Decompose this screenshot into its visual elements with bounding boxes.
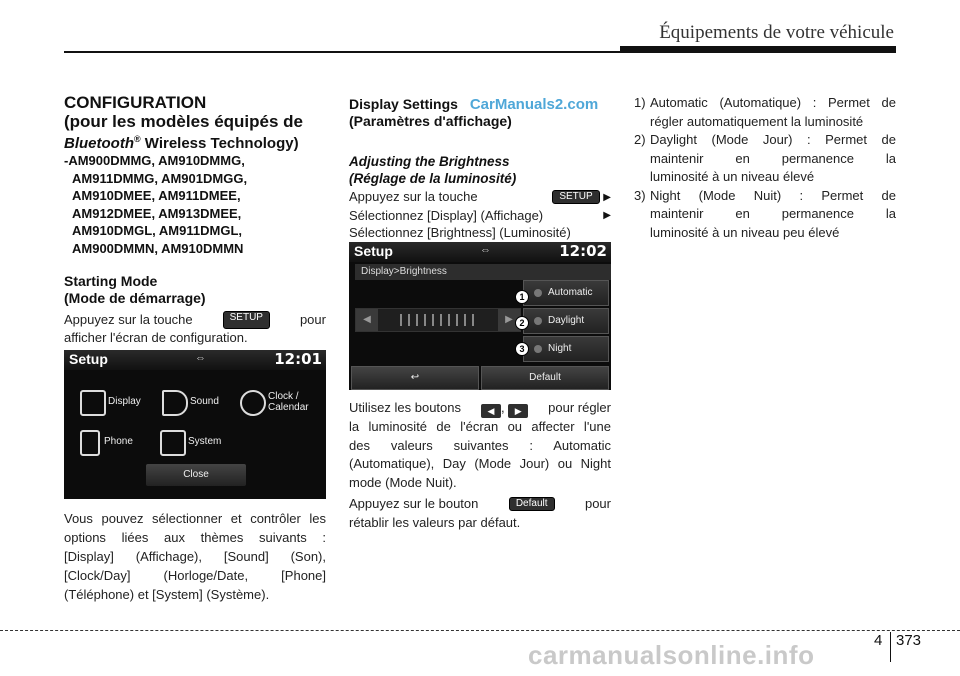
phone-label[interactable]: Phone — [104, 436, 133, 447]
step-text-3: Sélectionnez [Brightness] (Luminosité) — [349, 225, 571, 240]
mode-line: maintenir en permanence la — [650, 150, 896, 166]
close-button[interactable]: Close — [146, 464, 246, 486]
sound-icon[interactable] — [162, 390, 188, 416]
mode-line: régler automatiquement la luminosité — [650, 113, 864, 129]
slider-ticks — [400, 314, 480, 326]
model-line: AM910DMEE, AM911DMEE, — [72, 188, 241, 203]
option-label: Night — [548, 343, 572, 354]
desc-line: [Display] (Affichage), [Sound] (Son), — [64, 549, 326, 564]
brightness-steps — [349, 187, 611, 242]
phone-icon[interactable] — [80, 430, 100, 456]
desc-text: pour régler — [548, 400, 611, 416]
wireless-label: Wireless Technology) — [140, 135, 299, 152]
header-rule — [64, 51, 896, 53]
starting-title-1: Starting Mode — [64, 273, 158, 289]
screen-clock: 12:01 — [274, 350, 322, 368]
arrow-icon: ▶ — [603, 192, 611, 203]
mode-number: 1) — [634, 95, 646, 110]
brightness-title-1: Adjusting the Brightness — [349, 154, 510, 169]
mode-line: Night (Mode Nuit) : Permet de — [650, 187, 896, 203]
back-button[interactable]: ↩ — [351, 366, 479, 390]
starting-text-1: Appuyez sur la touche — [64, 312, 193, 327]
system-label[interactable]: System — [188, 436, 222, 447]
brightness-screen — [349, 242, 611, 390]
radio-dot — [534, 317, 542, 325]
starting-mode-heading — [64, 273, 330, 307]
brightness-title-2: (Réglage de la luminosité) — [349, 171, 517, 186]
clock-label-2: Calendar — [268, 402, 309, 413]
bluetooth-label: Bluetooth — [64, 135, 134, 152]
right-arrow-key: ▶ — [508, 404, 528, 418]
option-label: Daylight — [548, 315, 585, 326]
option-label: Automatic — [548, 287, 593, 298]
clock-icon[interactable] — [240, 390, 266, 416]
desc-line: [Clock/Day] (Horloge/Date, [Phone] — [64, 568, 326, 583]
model-line: -AM900DMMG, AM910DMMG, — [64, 153, 245, 168]
mode-line: Daylight (Mode Jour) : Permet de — [650, 132, 896, 147]
slider-right-button[interactable]: ▶ — [498, 309, 520, 331]
mode-item — [634, 187, 896, 243]
configuration-heading — [64, 93, 330, 152]
desc-line: (Téléphone) et [System] (Système). — [64, 587, 270, 602]
mode-line: luminosité à un niveau peu élevé — [650, 224, 840, 240]
registered-mark: ® — [133, 134, 141, 144]
model-line: AM900DMMN, AM910DMMN — [72, 240, 244, 256]
setup-key: SETUP — [552, 190, 599, 204]
radio-dot — [534, 345, 542, 353]
usb-icon: ⇔ — [480, 244, 491, 256]
model-list — [64, 152, 330, 257]
starting-title-2: (Mode de démarrage) — [64, 290, 206, 306]
mode-line: maintenir en permanence la — [650, 206, 896, 221]
display-icon[interactable] — [80, 390, 106, 416]
display-label[interactable]: Display — [108, 396, 141, 407]
screen-title: Setup — [354, 243, 393, 259]
brightness-heading — [349, 153, 611, 187]
default-button[interactable]: Default — [481, 366, 609, 390]
slider-left-button[interactable]: ◀ — [356, 309, 378, 331]
display-settings-title-1 — [349, 96, 619, 113]
option-automatic[interactable] — [523, 280, 609, 306]
footer-rule — [0, 630, 960, 631]
mode-item — [634, 94, 896, 131]
starting-text — [64, 311, 326, 346]
config-title-1: CONFIGURATION — [64, 93, 207, 112]
model-line: AM911DMMG, AM901DMGG, — [72, 170, 248, 186]
callout-badge: 2 — [515, 316, 529, 330]
clock-label-1: Clock / — [268, 391, 299, 402]
model-line: AM910DMGL, AM911DMGL, — [72, 223, 242, 238]
option-daylight[interactable] — [523, 308, 609, 334]
desc-text: Utilisez les boutons — [349, 400, 461, 416]
screen-top-bar — [64, 350, 326, 370]
desc-text: Appuyez sur le bouton — [349, 496, 479, 511]
display-settings-label: Display Settings — [349, 96, 458, 112]
arrow-icon: ▶ — [603, 209, 611, 221]
page-separator — [890, 632, 891, 662]
bottom-watermark: carmanualsonline.info — [528, 640, 815, 670]
page-number: 373 — [896, 632, 922, 649]
screen-clock: 12:02 — [559, 242, 607, 260]
desc-line: options liées aux thèmes suivants : — [64, 530, 326, 545]
default-key: Default — [509, 497, 555, 511]
step-text-2: Sélectionnez [Display] (Affichage) — [349, 207, 544, 223]
desc-line: mode (Mode Nuit). — [349, 474, 457, 490]
setup-description — [64, 509, 326, 604]
mode-line: Automatic (Automatique) : Permet de — [650, 95, 896, 110]
mode-number: 2) — [634, 132, 646, 147]
mode-number: 3) — [634, 187, 646, 203]
radio-dot — [534, 289, 542, 297]
desc-line: des valeurs suivantes : Automatic — [349, 437, 611, 453]
config-title-2: (pour les modèles équipés de — [64, 112, 304, 131]
display-settings-title-2: (Paramètres d'affichage) — [349, 113, 512, 129]
system-icon[interactable] — [160, 430, 186, 456]
brightness-description — [349, 399, 611, 532]
config-title-3 — [64, 131, 330, 152]
desc-comma: , — [500, 400, 505, 415]
mode-item — [634, 131, 896, 187]
display-settings-heading — [349, 96, 619, 130]
mode-list — [634, 94, 896, 242]
screen-top-bar — [349, 242, 611, 262]
step-text-1: Appuyez sur la touche — [349, 189, 478, 204]
screen-title: Setup — [69, 351, 108, 367]
usb-icon: ⇔ — [195, 352, 206, 364]
desc-text: pour — [584, 496, 611, 511]
option-night[interactable] — [523, 336, 609, 362]
callout-badge: 3 — [515, 342, 529, 356]
breadcrumb: Display>Brightness — [355, 264, 611, 280]
desc-line: Vous pouvez sélectionner et contrôler les — [64, 511, 326, 526]
chapter-title: Équipements de votre véhicule — [659, 22, 894, 43]
left-arrow-key: ◀ — [481, 404, 501, 418]
mode-line: luminosité à un niveau élevé — [650, 169, 815, 184]
model-line: AM912DMEE, AM913DMEE, — [72, 205, 242, 221]
sound-label[interactable]: Sound — [190, 396, 219, 407]
desc-line: la luminosité de l'écran ou affecter l'une — [349, 419, 611, 434]
top-watermark: CarManuals2.com — [469, 96, 599, 113]
starting-text-3: afficher l'écran de configuration. — [64, 329, 248, 345]
starting-text-2: pour — [299, 312, 326, 327]
setup-key: SETUP — [223, 311, 270, 329]
desc-line: (Automatique), Day (Mode Jour) ou Night — [349, 456, 611, 471]
desc-line: rétablir les valeurs par défaut. — [349, 514, 521, 530]
chapter-number: 4 — [874, 632, 883, 649]
brightness-slider[interactable] — [355, 308, 521, 332]
callout-badge: 1 — [515, 290, 529, 304]
clock-label[interactable] — [268, 391, 309, 413]
setup-screen — [64, 350, 326, 499]
